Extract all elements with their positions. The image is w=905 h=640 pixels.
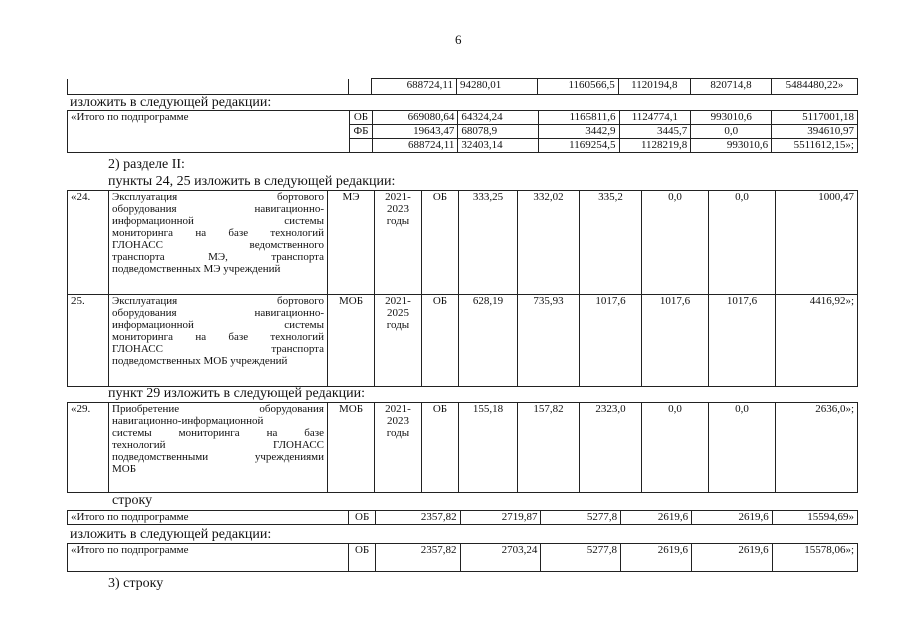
row-value: 0,0 — [709, 403, 776, 493]
instruction-line-1: изложить в следующей редакции: — [70, 95, 272, 110]
row-value: 1017,6 — [580, 295, 642, 387]
itogo-cell: 993010,6 — [691, 111, 772, 125]
itogo-src-empty — [349, 139, 373, 153]
row-value: 0,0 — [642, 403, 709, 493]
itogo-new-label: «Итого по подпрограмме — [68, 544, 349, 572]
row-executor: МОБ — [328, 295, 375, 387]
row-value: 628,19 — [459, 295, 518, 387]
itogo-new-cell: 2619,6 — [692, 544, 773, 572]
row-value: 0,0 — [642, 191, 709, 295]
itogo-block-label: «Итого по подпрограмме — [68, 111, 350, 153]
row-value: 2323,0 — [580, 403, 642, 493]
section-2-heading: 2) разделе II: — [108, 157, 185, 172]
itogo-cell: 1169254,5 — [539, 139, 619, 153]
itogo-cell: 394610,97 — [772, 125, 858, 139]
itogo-old-cell: 5277,8 — [541, 511, 621, 525]
top-val-1: 688724,11 — [371, 79, 456, 95]
top-total-row — [67, 78, 858, 95]
point-29-table — [67, 402, 858, 493]
itogo-new-cell: 2357,82 — [375, 544, 460, 572]
row-number: «24. — [68, 191, 109, 295]
row-executor: МОБ — [328, 403, 375, 493]
row-years: 2021- 2023 годы — [375, 191, 422, 295]
itogo-cell: 688724,11 — [373, 139, 458, 153]
section-3-heading: 3) строку — [108, 576, 164, 591]
top-val-3: 1160566,5 — [538, 79, 619, 95]
itogo-cell: 1124774,1 — [619, 111, 691, 125]
itogo-cell: 19643,47 — [373, 125, 458, 139]
itogo-new-src: ОБ — [349, 544, 376, 572]
instruction-line-2: изложить в следующей редакции: — [70, 527, 272, 542]
table-row — [68, 191, 858, 295]
itogo-cell: 1128219,8 — [619, 139, 691, 153]
row-number: «29. — [68, 403, 109, 493]
row-value: 333,25 — [459, 191, 518, 295]
itogo-cell: 64324,24 — [458, 111, 539, 125]
row-description: Эксплуатация бортового оборудования навигационно- информационной системы мониторинга на базе технологий ГЛОНАСС ведомственного транспорта МЭ, транспорта подведомственных МЭ учреждений — [109, 191, 328, 295]
row-years: 2021- 2025 годы — [375, 295, 422, 387]
page-number: 6 — [455, 32, 462, 47]
row-executor: МЭ — [328, 191, 375, 295]
itogo-cell: 32403,14 — [458, 139, 539, 153]
itogo-new-cell: 2619,6 — [620, 544, 691, 572]
row-description: Эксплуатация бортового оборудования навигационно- информационной системы мониторинга на базе технологий ГЛОНАСС транспорта подведомственных МОБ учреждений — [109, 295, 328, 387]
itogo-cell: 0,0 — [691, 125, 772, 139]
row-value: 2636,0»; — [776, 403, 858, 493]
itogo-new-cell: 15578,06»; — [772, 544, 857, 572]
itogo-old-label: «Итого по подпрограмме — [68, 511, 349, 525]
itogo-new-cell: 2703,24 — [460, 544, 541, 572]
itogo-src-fb: ФБ — [349, 125, 373, 139]
row-value: 1017,6 — [709, 295, 776, 387]
row-years: 2021- 2023 годы — [375, 403, 422, 493]
itogo-old-cell: 15594,69» — [772, 511, 857, 525]
table-row — [68, 295, 858, 387]
itogo-cell: 1165811,6 — [539, 111, 619, 125]
itogo-cell: 3442,9 — [539, 125, 619, 139]
table-row — [68, 403, 858, 493]
itogo-cell: 5511612,15»; — [772, 139, 858, 153]
row-value: 157,82 — [518, 403, 580, 493]
row-value: 735,93 — [518, 295, 580, 387]
top-val-2: 94280,01 — [457, 79, 538, 95]
itogo-cell: 68078,9 — [458, 125, 539, 139]
row-value: 155,18 — [459, 403, 518, 493]
row-source: ОБ — [422, 295, 459, 387]
itogo-cell: 5117001,18 — [772, 111, 858, 125]
points-24-25-instruction: пункты 24, 25 изложить в следующей редакции: — [108, 174, 396, 189]
row-value: 0,0 — [709, 191, 776, 295]
row-value: 335,2 — [580, 191, 642, 295]
row-value: 1017,6 — [642, 295, 709, 387]
itogo-new-table — [67, 543, 858, 572]
top-val-4: 1120194,8 — [618, 79, 690, 95]
itogo-old-src: ОБ — [349, 511, 376, 525]
row-value: 332,02 — [518, 191, 580, 295]
top-val-6: 5484480,22» — [772, 79, 858, 95]
itogo-cell: 669080,64 — [373, 111, 458, 125]
points-24-25-table — [67, 190, 858, 387]
itogo-src-ob: ОБ — [349, 111, 373, 125]
itogo-block-table — [67, 110, 858, 153]
itogo-cell: 3445,7 — [619, 125, 691, 139]
row-number: 25. — [68, 295, 109, 387]
row-value: 1000,47 — [776, 191, 858, 295]
itogo-old-cell: 2357,82 — [376, 511, 461, 525]
top-val-5: 820714,8 — [690, 79, 771, 95]
point-29-instruction: пункт 29 изложить в следующей редакции: — [108, 386, 365, 401]
itogo-old-cell: 2619,6 — [692, 511, 773, 525]
itogo-old-cell: 2619,6 — [621, 511, 692, 525]
stroku-label: строку — [112, 493, 153, 508]
row-description: Приобретение оборудования навигационно-информационной системы мониторинга на базе технологий ГЛОНАСС подведомственными учреждениями МОБ — [109, 403, 328, 493]
row-value: 4416,92»; — [776, 295, 858, 387]
itogo-cell: 993010,6 — [691, 139, 772, 153]
itogo-old-table — [67, 510, 858, 525]
itogo-new-cell: 5277,8 — [541, 544, 621, 572]
itogo-old-cell: 2719,87 — [460, 511, 541, 525]
row-source: ОБ — [422, 191, 459, 295]
row-source: ОБ — [422, 403, 459, 493]
